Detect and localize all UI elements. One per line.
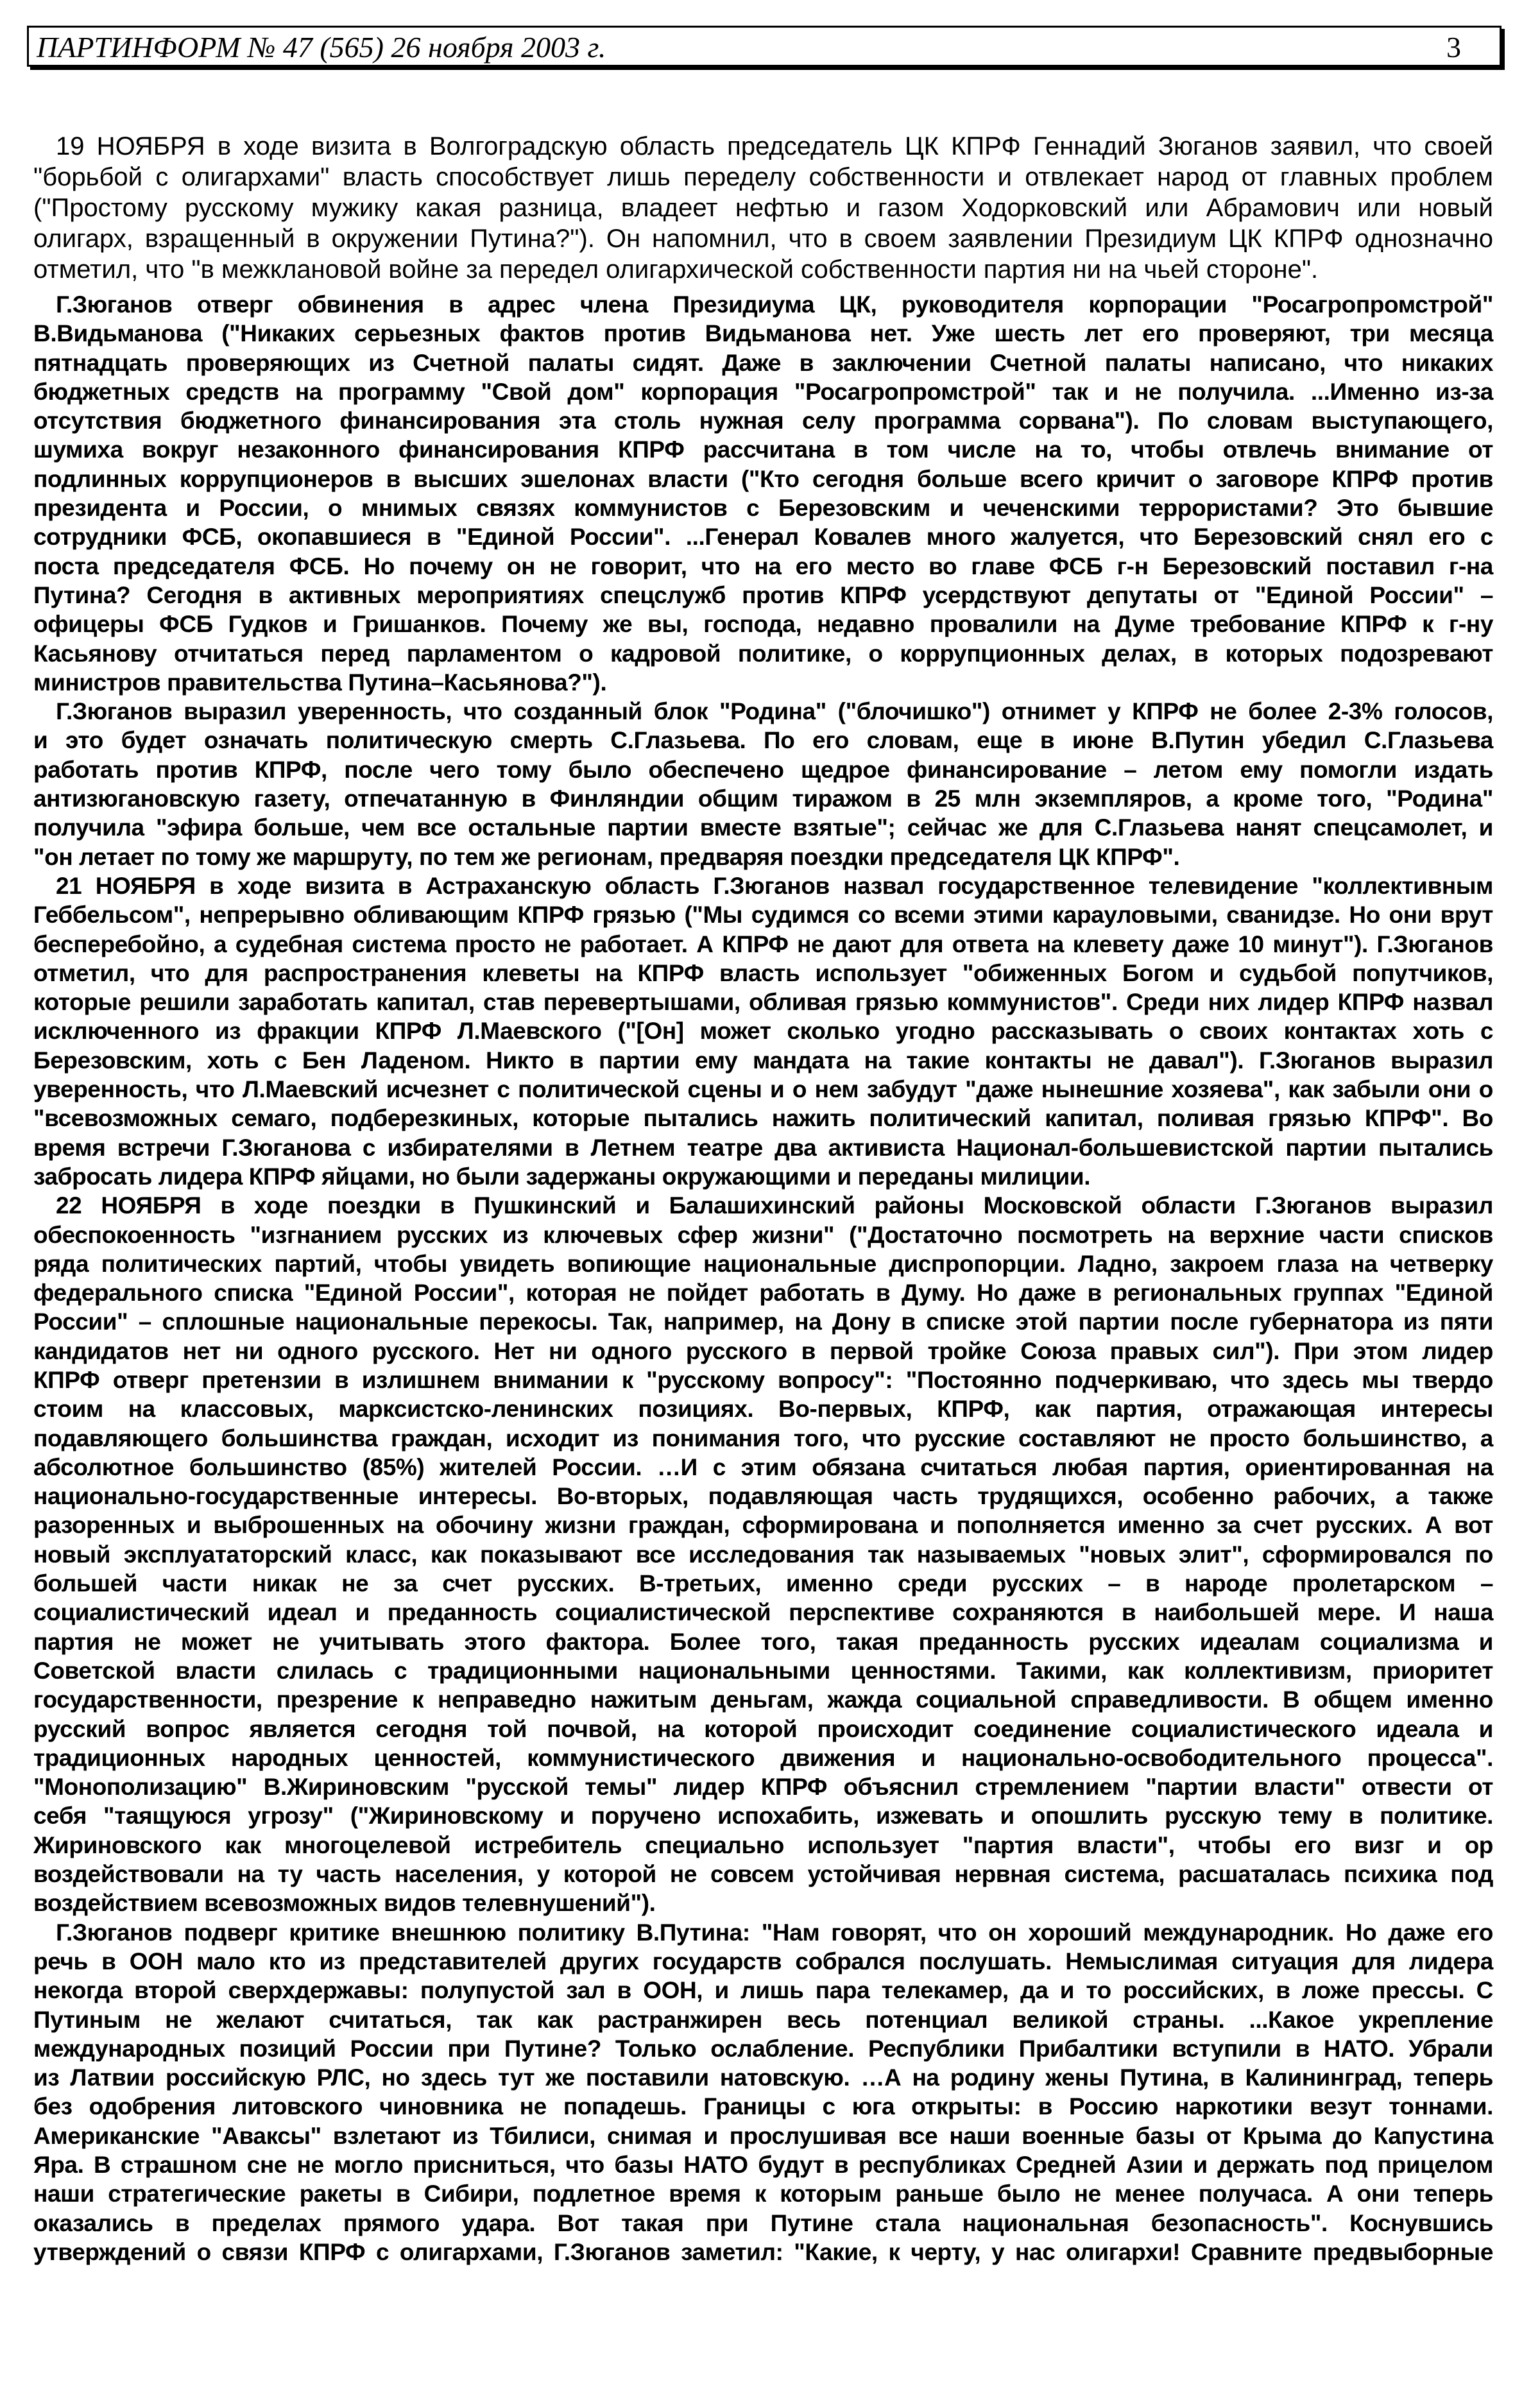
text-line [33, 1569, 1494, 1598]
publication-title: ПАРТИНФОРМ № 47 (565) 26 ноября 2003 г. [37, 31, 606, 64]
article-body [33, 131, 1494, 2266]
line-text: речь в ООН мало кто из представителей других государств собрался послушать. Немыслимая ситуация для лидера [33, 1948, 1493, 1975]
line-text: наши стратегические ракеты в Сибири, подлетное время к которым раньше было не менее получаса. А они теперь [33, 2181, 1493, 2207]
line-text: В.Видьманова ("Никаких серьезных фактов против Видьманова нет. Уже шесть лет его проверяют, три месяца [33, 320, 1493, 347]
text-line [33, 1627, 1494, 1656]
text-line [33, 871, 1494, 900]
text-line [33, 900, 1494, 929]
line-text: забросать лидера КПРФ яйцами, но были задержаны окружающими и переданы милиции. [33, 1163, 1091, 1190]
line-text: уверенность, что Л.Маевский исчезнет с политической сцены и о нем забудут "даже нынешние хозяева", как забыли они о [33, 1076, 1493, 1103]
paragraph-november-21 [33, 871, 1494, 1191]
line-text: бюджетных средств на программу "Свой дом" корпорация "Росагропромстрой" так и не получила. ...Именно из-за [33, 378, 1493, 405]
text-line [33, 1453, 1494, 1482]
text-line [33, 435, 1494, 464]
text-line [33, 1976, 1494, 2005]
text-line [33, 726, 1494, 755]
line-text: подлинных коррупционеров в высших эшелонах власти ("Кто сегодня больше всего кричит о заговоре КПРФ против [33, 465, 1493, 492]
line-text: Г.Зюганов отверг обвинения в адрес члена Президиума ЦК, руководителя корпорации "Росагропромстрой" [56, 291, 1493, 318]
text-line [33, 755, 1494, 784]
line-text: обеспокоенность "изгнанием русских из ключевых сфер жизни" ("Достаточно посмотреть на верхние части списков [33, 1221, 1493, 1248]
line-text: без одобрения литовского чиновника не попадешь. Границы с юга открыты: в Россию наркотики везут тоннами. [33, 2093, 1493, 2120]
text-line [33, 930, 1494, 959]
line-text: партия не может не учитывать этого фактора. Более того, такая преданность русских идеалам социализма и [33, 1628, 1493, 1655]
line-text: 22 НОЯБРЯ в ходе поездки в Пушкинский и Балашихинский районы Московской области Г.Зюганов выразил [56, 1192, 1493, 1219]
line-text: ряда политических партий, чтобы увидеть вопиющие национальные диспропорции. Ладно, закроем глаза на четверку [33, 1250, 1493, 1277]
line-text: себя "таящуюся угрозу" ("Жириновскому и поручено испохабить, изжевать и опошлить русскую тему в политике. [33, 1803, 1493, 1829]
line-text: федерального списка "Единой России", которая не пойдет работать в Думу. Но даже в региональных группах "Единой [33, 1280, 1493, 1307]
text-line [33, 1133, 1494, 1162]
line-text: олигарх, взращенный в окружении Путина?"). Он напомнил, что в своем заявлении Президиум ЦК КПРФ однозначно [33, 225, 1493, 253]
line-text: социалистический идеал и преданность социалистической перспективе сохраняются в наибольшей мере. И наша [33, 1599, 1493, 1626]
text-line [33, 581, 1494, 610]
text-line [33, 1016, 1494, 1045]
paragraph-rodina-bloc [33, 697, 1494, 871]
text-line [33, 348, 1494, 377]
line-text: Путиным не желают считаться, так как растранжирен весь потенциал великой страны. ...Какое укрепление [33, 2006, 1493, 2033]
line-text: бесперебойно, а судебная система просто не работает. А КПРФ не дают для ответа на клевету даже 10 минут"). Г.Зюганов [33, 930, 1493, 957]
text-line [33, 1104, 1494, 1133]
text-line [33, 1162, 1494, 1191]
line-text: Жириновского как многоцелевой истребитель специально использует "партия власти", чтобы его визг и ор [33, 1831, 1493, 1858]
text-line [33, 2034, 1494, 2063]
text-line [33, 1918, 1494, 1947]
line-text: новый эксплуататорский класс, как показывают все исследования так называемых "новых элит", сформировался по [33, 1541, 1493, 1568]
text-line [33, 223, 1494, 254]
text-line [33, 254, 1494, 285]
line-text: отметил, что для распространения клеветы на КПРФ власть использует "обиженных Богом и судьбой попутчиков, [33, 959, 1493, 986]
line-text: кандидатов нет ни одного русского. Нет ни одного русского в первой тройке Союза правых сил"). При этом лидер [33, 1337, 1493, 1364]
text-line [33, 2063, 1494, 2092]
text-line [33, 2179, 1494, 2208]
line-text: Г.Зюганов подверг критике внешнюю политику В.Путина: "Нам говорят, что он хороший международник. Но даже его [56, 1919, 1493, 1946]
text-line [33, 1046, 1494, 1075]
line-text: традиционных народных ценностей, коммунистического движения и национально-освободительного процесса". [33, 1744, 1493, 1771]
line-text: Геббельсом", непрерывно обливающим КПРФ грязью ("Мы судимся со всеми этими карауловыми, сванидзе. Но они врут [33, 902, 1493, 929]
line-text: министров правительства Путина–Касьянова?"). [33, 669, 607, 696]
text-line [33, 1801, 1494, 1830]
text-line [33, 668, 1494, 697]
text-line [33, 1424, 1494, 1453]
paragraph-november-19 [33, 131, 1494, 285]
text-line [33, 193, 1494, 223]
line-text: ("Простому русскому мужику какая разница, владеет нефтью и газом Ходорковский или Абрамович или новый [33, 194, 1493, 222]
text-line [33, 1889, 1494, 1917]
text-line [33, 522, 1494, 551]
text-line [33, 1656, 1494, 1685]
line-text: стоим на классовых, марксистско-ленинских позициях. Во-первых, КПРФ, как партия, отражающая интересы [33, 1396, 1493, 1423]
line-text: время встречи Г.Зюганова с избирателями в Летнем театре два активиста Национал-большевистской партии пытались [33, 1134, 1493, 1161]
page-number: 3 [1446, 31, 1461, 64]
line-text: президента и России, о мнимых связях коммунистов с Березовским и чеченскими террористами? Это бывшие [33, 495, 1493, 522]
paragraph-vidmanov-accusations [33, 290, 1494, 697]
line-text: разоренных и выброшенных на обочину жизни граждан, сформирована и пополняется именно за счет русских. А вот [33, 1512, 1493, 1539]
text-line [33, 697, 1494, 726]
text-line [33, 2238, 1494, 2266]
paragraph-november-22 [33, 1191, 1494, 1917]
line-text: КПРФ отверг претензии в излишнем внимании к "русскому вопросу": "Постоянно подчеркиваю, что здесь мы твердо [33, 1366, 1493, 1393]
text-line [33, 1191, 1494, 1220]
line-text: "он летает по тому же маршруту, по тем же регионам, предваряя поездки председателя ЦК КПРФ". [33, 843, 1180, 870]
text-line [33, 1278, 1494, 1307]
line-text: 19 НОЯБРЯ в ходе визита в Волгоградскую область председатель ЦК КПРФ Геннадий Зюганов заявил, что своей [56, 132, 1493, 160]
line-text: сотрудники ФСБ, окопавшиеся в "Единой России". ...Генерал Ковалев много жалуется, что Березовский снял его с [33, 524, 1493, 551]
line-text: "всевозможных семаго, подберезкиных, которые пытались нажить политический капитал, поливая грязью КПРФ". Во [33, 1105, 1493, 1132]
line-text: отметил, что "в межклановой войне за передел олигархической собственности партия ни на чьей стороне". [33, 255, 1319, 284]
text-line [33, 1715, 1494, 1744]
text-line [33, 1337, 1494, 1366]
line-text: отсутствия бюджетного финансирования эта столь нужная селу программа сорвана"). По словам выступающего, [33, 407, 1493, 434]
line-text: абсолютное большинство (85%) жителей России. …И с этим обязана считаться любая партия, ориентированная на [33, 1453, 1493, 1480]
line-text: офицеры ФСБ Гудков и Гришанков. Почему же вы, господа, недавно провалили на Думе требование КПРФ к г-ну [33, 611, 1493, 638]
text-line [33, 843, 1494, 871]
text-line [33, 1860, 1494, 1889]
line-text: шумиха вокруг незаконного финансирования КПРФ рассчитана в том числе на то, чтобы отвлечь внимание от [33, 436, 1493, 463]
text-line [33, 319, 1494, 348]
text-line [33, 2121, 1494, 2150]
text-line [33, 552, 1494, 581]
line-text: русский вопрос является сегодня той почвой, на которой происходит соединение социалистического идеала и [33, 1715, 1493, 1742]
text-line [33, 1249, 1494, 1278]
text-line [33, 1685, 1494, 1714]
line-text: и это будет означать политическую смерть С.Глазьева. По его словам, еще в июне В.Путин убедил С.Глазьева [33, 727, 1493, 754]
text-line [33, 2005, 1494, 2034]
line-text: Яра. В страшном сне не могло присниться, что базы НАТО будут в республиках Средней Азии и держать под прицелом [33, 2152, 1493, 2178]
line-text: Путина? Сегодня в активных мероприятиях спецслужб против КПРФ усердствуют депутаты от "Единой России" – [33, 581, 1493, 608]
text-line [33, 1598, 1494, 1627]
line-text: "Монополизацию" В.Жириновским "русской темы" лидер КПРФ объяснил стремлением "партии власти" отвести от [33, 1774, 1493, 1801]
running-header [27, 26, 1502, 67]
line-text: оказались в пределах прямого удара. Вот такая при Путине стала национальная безопасность". Коснувшись [33, 2209, 1493, 2236]
text-line [33, 1947, 1494, 1976]
text-line [33, 959, 1494, 988]
text-line [33, 610, 1494, 638]
text-line [33, 1540, 1494, 1569]
line-text: большей части никак не за счет русских. В-третьих, именно среди русских – в народе пролетарском – [33, 1570, 1493, 1597]
line-text: из Латвии российскую РЛС, но здесь тут же поставили натовскую. …А на родину жены Путина, в Калининград, теперь [33, 2064, 1493, 2091]
text-line [33, 1511, 1494, 1539]
text-line [33, 1744, 1494, 1772]
text-line [33, 2092, 1494, 2121]
text-line [33, 406, 1494, 435]
text-line [33, 290, 1494, 319]
line-text: исключенного из фракции КПРФ Л.Маевского ("[Он] может сколько угодно рассказывать о своих контактах хоть с [33, 1018, 1493, 1045]
line-text: международных позиций России при Путине? Только ослабление. Республики Прибалтики вступили в НАТО. Убрали [33, 2035, 1493, 2062]
text-line [33, 1394, 1494, 1423]
text-line [33, 813, 1494, 842]
line-text: которые решили заработать капитал, став перевертышами, обливая грязью коммунистов". Среди них лидер КПРФ назвал [33, 989, 1493, 1016]
line-text: "борьбой с олигархами" власть способствует лишь переделу собственности и отвлекает народ от главных проблем [33, 163, 1493, 191]
text-line [33, 1366, 1494, 1394]
line-text: получила "эфира больше, чем все остальные партии вместе взятые"; сейчас же для С.Глазьева нанят спецсамолет, и [33, 814, 1493, 841]
paragraph-foreign-policy [33, 1918, 1494, 2267]
text-line [33, 1482, 1494, 1511]
line-text: утверждений о связи КПРФ с олигархами, Г.Зюганов заметил: "Какие, к черту, у нас олигархи! Сравните предвыборные [33, 2238, 1493, 2265]
text-line [33, 377, 1494, 406]
text-line [33, 1772, 1494, 1801]
text-line [33, 988, 1494, 1016]
line-text: работать против КПРФ, после чего тому было обеспечено щедрое финансирование – летом ему помогли издать [33, 756, 1493, 783]
line-text: 21 НОЯБРЯ в ходе визита в Астраханскую область Г.Зюганов назвал государственное телевидение "коллективным [56, 872, 1493, 899]
text-line [33, 639, 1494, 668]
line-text: некогда второй сверхдержавы: полупустой зал в ООН, и лишь пара телекамер, да и то российских, в ложе прессы. С [33, 1977, 1493, 2004]
text-line [33, 2150, 1494, 2179]
text-line [33, 1075, 1494, 1104]
line-text: подавляющего большинства граждан, исходит из понимания того, что русские составляют не просто большинство, а [33, 1425, 1493, 1452]
line-text: России" – сплошные национальные перекосы. Так, например, на Дону в списке этой партии после губернатора из пяти [33, 1308, 1493, 1335]
line-text: государственности, презрение к неправедно нажитым деньгам, жажда социальной справедливости. В общем именно [33, 1686, 1493, 1713]
line-text: поста председателя ФСБ. Но почему он не говорит, что на его место во главе ФСБ г-н Березовский поставил г-на [33, 553, 1493, 579]
line-text: национально-государственные интересы. Во-вторых, подавляющая часть трудящихся, особенно рабочих, а также [33, 1483, 1493, 1510]
line-text: воздействием всевозможных видов телевнушений"). [33, 1890, 656, 1917]
line-text: Американские "Аваксы" взлетают из Тбилиси, снимая и прослушивая все наши военные базы от Крыма до Капустина [33, 2122, 1493, 2149]
text-line [33, 784, 1494, 813]
line-text: воздействовали на ту часть населения, у которой не совсем устойчивая нервная система, расшаталась психика под [33, 1861, 1493, 1888]
line-text: Советской власти слилась с традиционными национальными ценностями. Такими, как коллективизм, приоритет [33, 1657, 1493, 1684]
text-line [33, 131, 1494, 162]
text-line [33, 1221, 1494, 1249]
text-line [33, 1831, 1494, 1860]
text-line [33, 493, 1494, 522]
text-line [33, 2209, 1494, 2238]
line-text: Касьянову отчитаться перед парламентом о кадровой политике, о коррупционных делах, в которых подозревают [33, 640, 1493, 667]
text-line [33, 1307, 1494, 1336]
line-text: антизюгановскую газету, отпечатанную в Финляндии общим тиражом в 25 млн экземпляров, а кроме того, "Родина" [33, 785, 1493, 812]
line-text: Г.Зюганов выразил уверенность, что созданный блок "Родина" ("блочишко") отнимет у КПРФ не более 2-3% голосов, [56, 698, 1493, 725]
line-text: Березовским, хоть с Бен Ладеном. Никто в партии ему мандата на такие контакты не давал"). Г.Зюганов выразил [33, 1047, 1493, 1074]
text-line [33, 162, 1494, 193]
text-line [33, 465, 1494, 493]
line-text: пятнадцать проверяющих из Счетной палаты сидят. Даже в заключении Счетной палаты написано, что никаких [33, 349, 1493, 376]
